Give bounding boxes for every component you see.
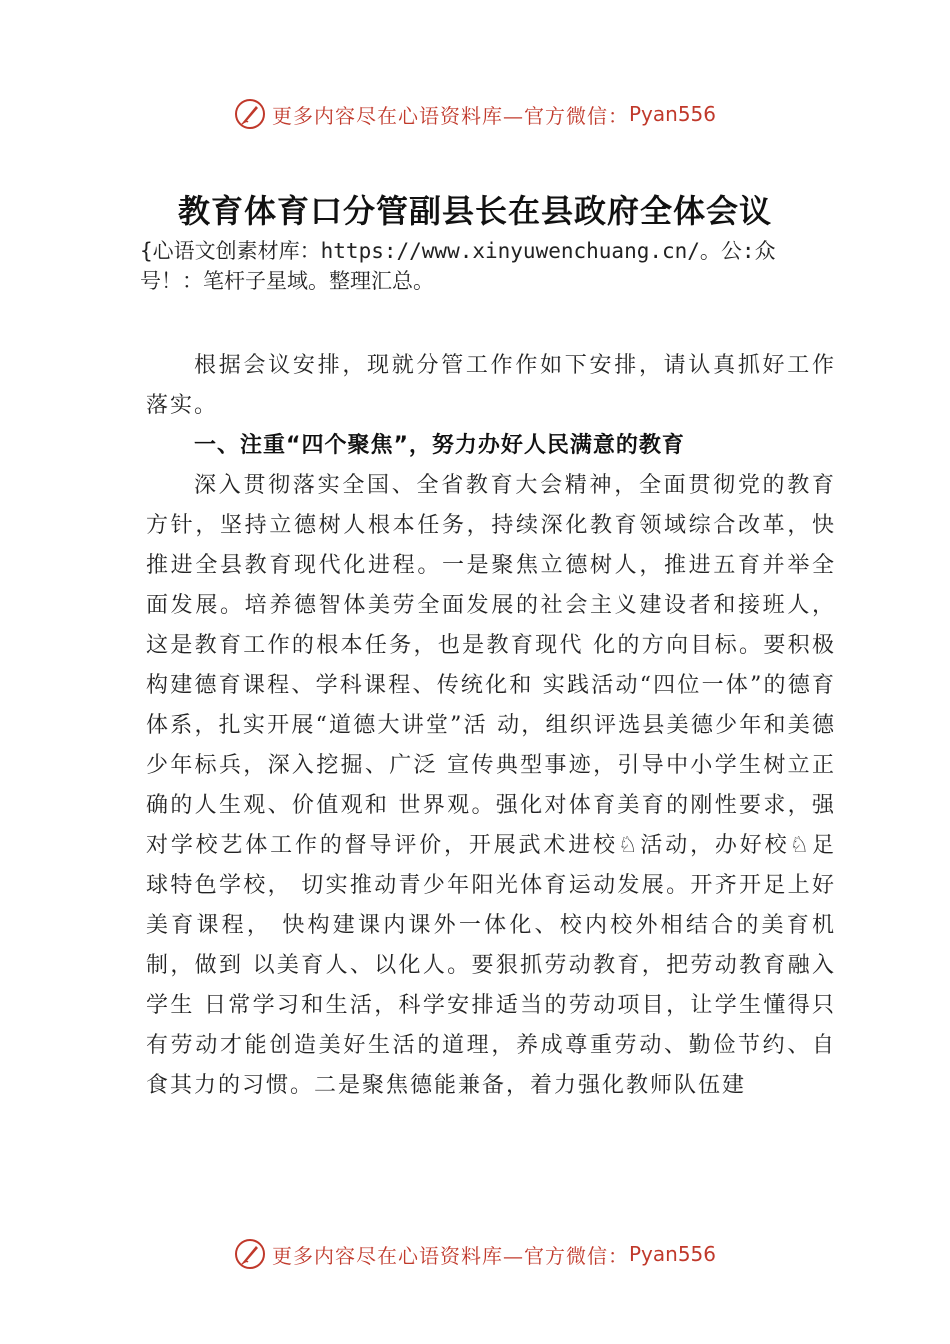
body-paragraph: 深入贯彻落实全国、全省教育大会精神，全面贯彻党的教育方针，坚持立德树人根本任务，持续深化教育领域综合改革，快推进全县教育现代化进程。一是聚焦立德树人，推进五育并举全面发展。培养德智体美劳全面发展的社会主义建设者和接班人，这是教育工作的根本任务，也是教育现代 化的方向目标。要积极构建德育课程、学科课程、传统化和 实践活动“四位一体”的德育体系，扎实开展“道德大讲堂”活 动，组织评选县美德少年和美德少年标兵，深入挖掘、广泛 宣传典型事迹，引导中小学生树立正确的人生观、价值观和 世界观。强化对体育美育的刚性要求，强对学校艺体工作的督导评价，开展武术进校♘活动，办好校♘足球特色学校， 切实推动青少年阳光体育运动发展。开齐开足上好美育课程， 快构建课内课外一体化、校内校外相结合的美育机制，做到 以美育人、以化人。要狠抓劳动教育，把劳动教育融入学生 日常学习和生活，科学安排适当的劳动项目，让学生懂得只 有劳动才能创造美好生活的道理，养成尊重劳动、勤俭节约、自食其力的习惯。二是聚焦德能兼备，着力强化教师队伍建	[146, 473, 836, 1098]
wechat-id: Pyan556	[628, 1242, 716, 1266]
quill-ink-logo-icon	[234, 98, 266, 130]
source-note: {心语文创素材库：https://www.xinyuwenchuang.cn/。公:众号！：笔杆子星域。整理汇总。	[140, 239, 776, 293]
document-body	[146, 346, 836, 1106]
top-banner	[0, 92, 950, 136]
wechat-id: Pyan556	[628, 102, 716, 126]
bottom-banner	[0, 1232, 950, 1276]
document-title: 教育体育口分管副县长在县政府全体会议	[177, 192, 772, 230]
section-heading: 一、注重“四个聚焦”，努力办好人民满意的教育	[194, 433, 685, 458]
intro-paragraph: 根据会议安排，现就分管工作作如下安排，请认真抓好工作落实。	[146, 353, 836, 418]
banner-text: 更多内容尽在心语资料库—官方微信：	[271, 103, 629, 128]
quill-ink-logo-icon	[234, 1238, 266, 1270]
banner-text: 更多内容尽在心语资料库—官方微信：	[271, 1243, 629, 1268]
